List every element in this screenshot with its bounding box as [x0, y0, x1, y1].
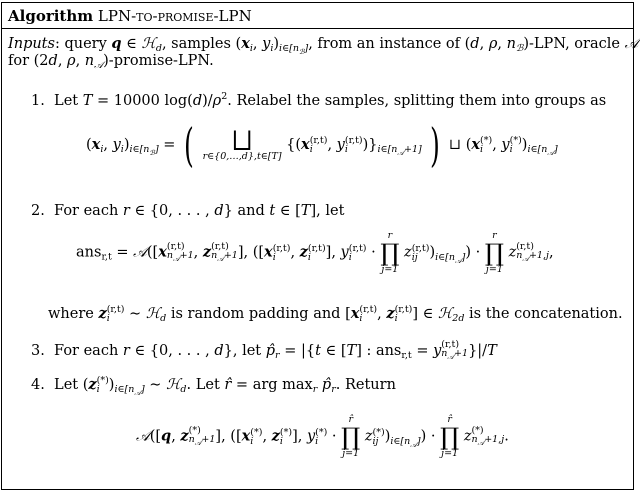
step-2-text: 2. For each r ∈ {0, . . . , d} and t ∈ [T], let	[31, 203, 345, 219]
step-2-number: 2.	[31, 203, 45, 219]
step-1-equation: ($x_i$, $y_i)_{i\in[n_ℬ]}$ = ( ⨆ r∈{0,…,d},t∈[T] {(x (r,t) i , y (r,t) i )}$_{i\in[n_𝒜+1]}$ ) ⊔ (x (*) i , y (*) i )$_{i\in[n_𝒜]}$	[86, 118, 558, 172]
title-rule	[2, 28, 633, 29]
inputs-label: Inputs	[8, 36, 55, 52]
step-3-text: 3. For each r ∈ {0, . . . , d}, let $p̂_r = |\{t$ ∈ [T] : ans$_{r,t}$ = y (r,t) $n_𝒜+1$ }|/T	[31, 339, 497, 361]
algorithm-box	[1, 2, 639, 490]
algorithm-keyword: Algorithm	[8, 7, 94, 25]
step-2-equation: ans$_{r,t}$ = 𝒜([x (r,t) $n_𝒜+1$ , z (r,t) $n_𝒜+1$ ], ([x (r,t) i , z (r,t) i ], y (r,t) i · r ∏ j=1 z (r,t) ij )$_{i\in[n_𝒜]}$) · r ∏ j=1 z (r,t) $n_𝒜+1,j$ ,	[76, 230, 554, 275]
step-1-number: 1.	[31, 93, 45, 109]
step-1-text: 1. Let T = 10000 $\log(d)/\rho^2$. Relabel the samples, splitting them into groups as	[31, 91, 607, 109]
step-2-note: where z (r,t) i ∼ ℋ$_d$ is random padding and [x (r,t) i , z (r,t) i ] ∈ ℋ$_{2d}$ is the concatenation.	[48, 304, 623, 324]
step-3-number: 3.	[31, 342, 45, 359]
inputs-line-2: for (2d, ρ, $n_𝒜)-promise$-LPN.	[8, 53, 214, 71]
inputs-line-1: Inputs: query q ∈ ℋ$_d$, samples ($x_i$, $y_i)_{i\in[n_ℬ]}$, from an instance of (d, ρ, $n_ℬ$)-LPN, oracle 𝒜	[8, 35, 639, 56]
step-4-text: 4. Let (z (*) i )$_{i\in[n_𝒜]}$ ∼ ℋ$_d$. Let r̂ = arg $\max_r$ $p̂_r$. Return	[31, 375, 396, 397]
algorithm-name: LPN-to-promise-LPN	[97, 7, 252, 25]
step-4-number: 4.	[31, 377, 45, 393]
step-4-equation: 𝒜([q, z (*) $n_𝒜+1$ ], ([x (*) i , z (*) i ], y (*) i · r̂ ∏ j=1 z (*) ij )$_{i\in[n_𝒜]}$) · r̂ ∏ j=1 z (*) $n_𝒜+1,j$ .	[136, 414, 509, 459]
algorithm-title	[8, 7, 252, 25]
